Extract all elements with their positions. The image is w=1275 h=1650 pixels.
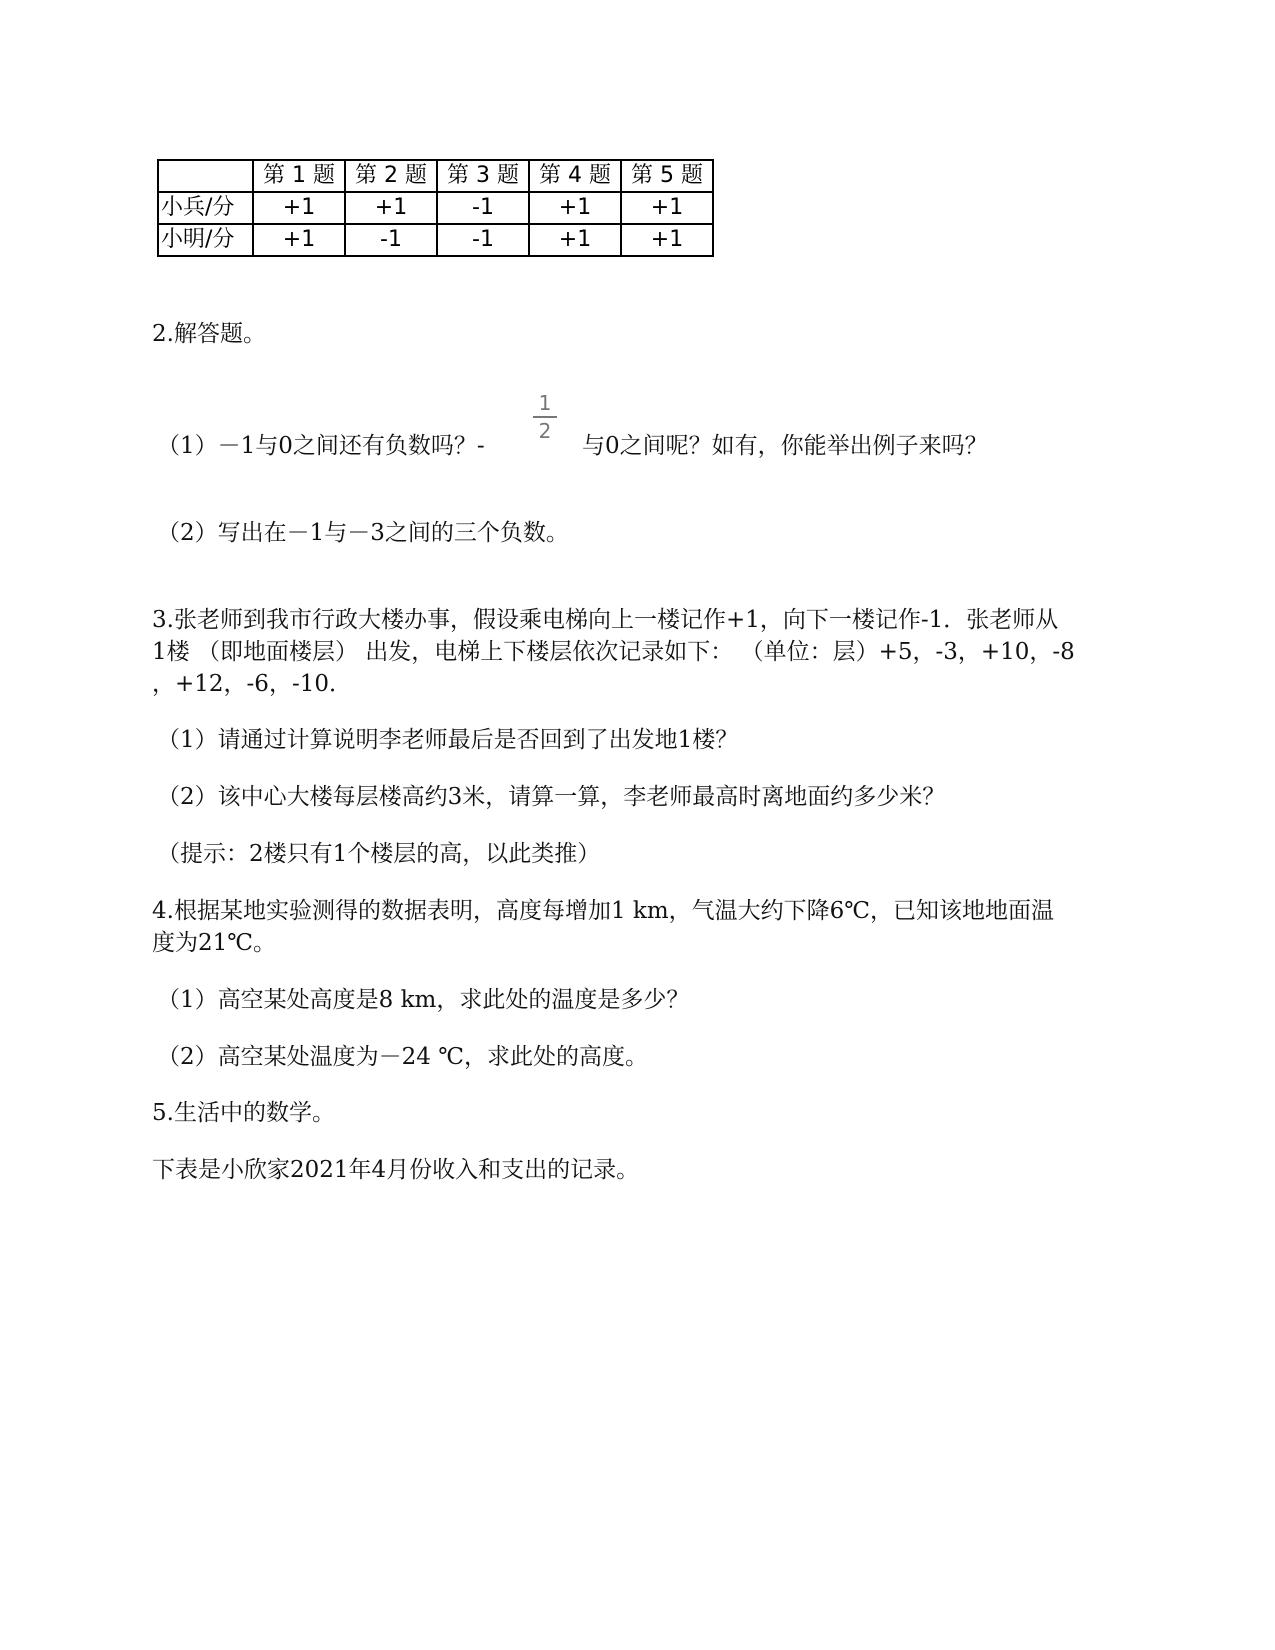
table-cell: +1: [529, 224, 621, 256]
q4-line-1: 4.根据某地实验测得的数据表明，高度每增加1 km，气温大约下降6℃，已知该地地面温: [152, 898, 1054, 924]
table-header-cell: 第 3 题: [437, 160, 529, 192]
q5-intro: 下表是小欣家2021年4月份收入和支出的记录。: [152, 1157, 640, 1183]
score-table: [157, 159, 714, 257]
q3-line-2: 1楼 （即地面楼层） 出发，电梯上下楼层依次记录如下： （单位：层）+5，-3，+10，-8: [152, 639, 1075, 665]
table-header-row: [158, 160, 713, 192]
table-cell: -1: [345, 224, 437, 256]
q4-part2-text: （2）高空某处温度为－24 ℃，求此处的高度。: [157, 1044, 648, 1070]
q3-line-1: 3.张老师到我市行政大楼办事，假设乘电梯向上一楼记作+1，向下一楼记作-1．张老师从: [152, 607, 1059, 633]
fraction-denominator: 2: [538, 419, 552, 443]
table-cell: -1: [437, 224, 529, 256]
table-row-label: 小明/分: [158, 224, 253, 256]
q4-line-2: 度为21℃。: [152, 930, 276, 956]
q3-line-3: ，+12，-6，-10．: [152, 671, 352, 697]
table-header-cell: 第 5 题: [621, 160, 713, 192]
table-cell: +1: [621, 224, 713, 256]
fraction-bar: [533, 416, 557, 418]
q2-part1-text: （1）－1与0之间还有负数吗？-: [157, 433, 485, 459]
q2-title: 2.解答题。: [152, 321, 266, 347]
table-row: [158, 192, 713, 224]
table-cell: +1: [621, 192, 713, 224]
table-row-label: 小兵/分: [158, 192, 253, 224]
q3-part1-text: （1）请通过计算说明李老师最后是否回到了出发地1楼？: [157, 727, 739, 753]
table-header-cell: 第 4 题: [529, 160, 621, 192]
table-row: [158, 224, 713, 256]
q3-hint: （提示：2楼只有1个楼层的高，以此类推）: [157, 841, 601, 867]
fraction-numerator: 1: [538, 391, 552, 415]
table-header-cell: 第 1 题: [253, 160, 345, 192]
table-cell: -1: [437, 192, 529, 224]
q2-part2-text: （2）写出在－1与－3之间的三个负数。: [157, 520, 569, 546]
table-header-cell: 第 2 题: [345, 160, 437, 192]
table-cell: +1: [345, 192, 437, 224]
q3-part2-text: （2）该中心大楼每层楼高约3米，请算一算，李老师最高时离地面约多少米？: [157, 784, 946, 810]
table-corner-cell: [158, 160, 253, 192]
q4-part1-text: （1）高空某处高度是8 km，求此处的温度是多少？: [157, 987, 690, 1013]
q2-part1-text-cont: 与0之间呢？如有，你能举出例子来吗？: [582, 433, 988, 459]
fraction-half: [530, 391, 560, 443]
table-cell: +1: [253, 224, 345, 256]
table-cell: +1: [529, 192, 621, 224]
table-cell: +1: [253, 192, 345, 224]
q5-title: 5.生活中的数学。: [152, 1100, 335, 1126]
